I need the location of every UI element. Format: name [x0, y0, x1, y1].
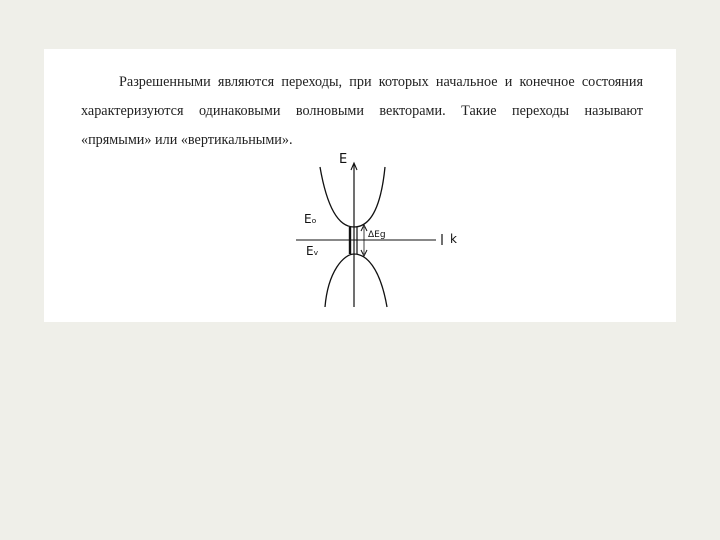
label-energy: E — [339, 152, 348, 167]
label-conduction-edge: Eₒ — [304, 212, 317, 226]
label-valence-edge: Eᵥ — [306, 244, 319, 258]
conduction-band-curve — [320, 167, 385, 227]
document-page — [44, 49, 676, 322]
band-diagram — [44, 49, 676, 322]
label-wavevector: k — [450, 232, 457, 246]
label-band-gap: ΔEg — [368, 230, 386, 240]
paragraph-body: Разрешенными являются переходы, при которых начальное и конечное состояния характеризуются одинаковыми волновыми векторами. Такие переходы называют «прямыми» или «вертикальными». — [81, 74, 643, 148]
valence-band-curve — [325, 254, 387, 307]
